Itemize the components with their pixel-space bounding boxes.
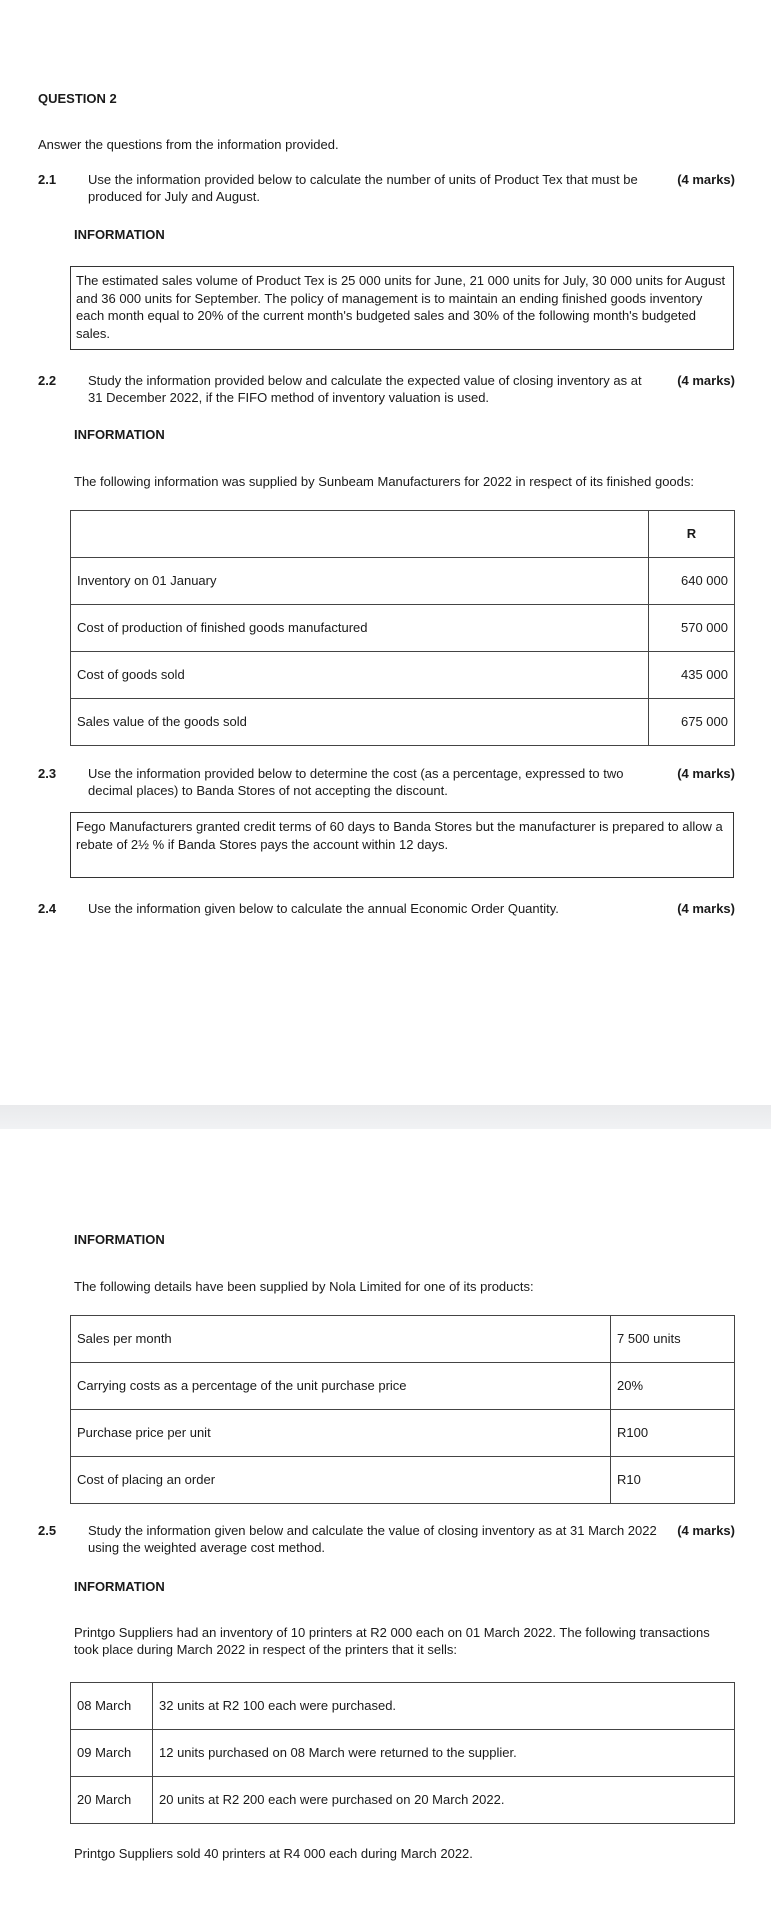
row-value: 675 000	[649, 699, 735, 746]
q22-info-intro: The following information was supplied by Sunbeam Manufacturers for 2022 in respect of its finished goods:	[74, 474, 695, 489]
table-header-blank	[71, 511, 649, 558]
q22-text: Study the information provided below and calculate the expected value of closing inventory as at 31 December 2022, if the FIFO method of inventory valuation is used.	[88, 373, 642, 406]
q21-number: 2.1	[38, 172, 57, 187]
row-label: Purchase price per unit	[71, 1410, 611, 1457]
row-date: 09 March	[71, 1730, 153, 1777]
table-row	[71, 1777, 735, 1824]
row-label: Cost of production of finished goods manufactured	[71, 605, 649, 652]
q25-text: Study the information given below and calculate the value of closing inventory as at 31 March 2022 using the weighted average cost method.	[88, 1523, 657, 1556]
table-row	[71, 1457, 735, 1504]
row-label: Sales value of the goods sold	[71, 699, 649, 746]
q22-table	[70, 510, 735, 746]
row-value: R100	[611, 1410, 735, 1457]
table-row	[71, 1730, 735, 1777]
row-label: Carrying costs as a percentage of the unit purchase price	[71, 1363, 611, 1410]
table-header-currency: R	[649, 511, 735, 558]
q25-table	[70, 1682, 735, 1824]
q25-marks: (4 marks)	[677, 1523, 735, 1538]
q24-info-intro: The following details have been supplied by Nola Limited for one of its products:	[74, 1279, 534, 1294]
q22-marks: (4 marks)	[677, 373, 735, 388]
q23-number: 2.3	[38, 766, 57, 781]
q22-number: 2.2	[38, 373, 57, 388]
table-row	[71, 558, 735, 605]
row-date: 08 March	[71, 1683, 153, 1730]
row-label: Inventory on 01 January	[71, 558, 649, 605]
q24-info-heading: INFORMATION	[74, 1232, 165, 1247]
row-detail: 20 units at R2 200 each were purchased on 20 March 2022.	[153, 1777, 735, 1824]
q22-info-heading: INFORMATION	[74, 427, 165, 442]
table-row	[71, 652, 735, 699]
question-title: QUESTION 2	[38, 91, 117, 106]
row-label: Sales per month	[71, 1316, 611, 1363]
q25-number: 2.5	[38, 1523, 57, 1538]
table-row	[71, 1363, 735, 1410]
table-row	[71, 699, 735, 746]
q25-closing-text: Printgo Suppliers sold 40 printers at R4 000 each during March 2022.	[74, 1846, 473, 1861]
row-value: 20%	[611, 1363, 735, 1410]
row-value: 7 500 units	[611, 1316, 735, 1363]
table-row	[71, 605, 735, 652]
intro-text: Answer the questions from the information provided.	[38, 137, 339, 152]
row-label: Cost of placing an order	[71, 1457, 611, 1504]
row-value: 640 000	[649, 558, 735, 605]
row-label: Cost of goods sold	[71, 652, 649, 699]
table-row	[71, 1683, 735, 1730]
q23-text: Use the information provided below to determine the cost (as a percentage, expressed to two decimal places) to Banda Stores of not accepting the discount.	[88, 766, 624, 799]
q24-number: 2.4	[38, 901, 57, 916]
row-detail: 32 units at R2 100 each were purchased.	[153, 1683, 735, 1730]
q21-marks: (4 marks)	[677, 172, 735, 187]
q24-text: Use the information given below to calculate the annual Economic Order Quantity.	[88, 901, 559, 916]
q23-info-box: Fego Manufacturers granted credit terms of 60 days to Banda Stores but the manufacturer is prepared to allow a rebate of 2½ % if Banda Stores pays the account within 12 days.	[70, 812, 734, 878]
row-date: 20 March	[71, 1777, 153, 1824]
page-separator	[0, 1105, 771, 1129]
table-row	[71, 1316, 735, 1363]
q25-info-heading: INFORMATION	[74, 1579, 165, 1594]
row-value: 435 000	[649, 652, 735, 699]
q23-marks: (4 marks)	[677, 766, 735, 781]
row-value: R10	[611, 1457, 735, 1504]
row-detail: 12 units purchased on 08 March were returned to the supplier.	[153, 1730, 735, 1777]
q21-info-box: The estimated sales volume of Product Tex is 25 000 units for June, 21 000 units for July, 30 000 units for August and 36 000 units for September. The policy of management is to maintain an ending finished goods inventory each month equal to 20% of the current month's budgeted sales and 30% of the following month's budgeted sales.	[70, 266, 734, 350]
q24-marks: (4 marks)	[677, 901, 735, 916]
table-header-row	[71, 511, 735, 558]
row-value: 570 000	[649, 605, 735, 652]
q25-info-intro: Printgo Suppliers had an inventory of 10 printers at R2 000 each on 01 March 2022. The following transactions took place during March 2022 in respect of the printers that it sells:	[74, 1625, 710, 1658]
q21-info-heading: INFORMATION	[74, 227, 165, 242]
q24-table	[70, 1315, 735, 1504]
q21-text: Use the information provided below to calculate the number of units of Product Tex that must be produced for July and August.	[88, 172, 638, 205]
table-row	[71, 1410, 735, 1457]
